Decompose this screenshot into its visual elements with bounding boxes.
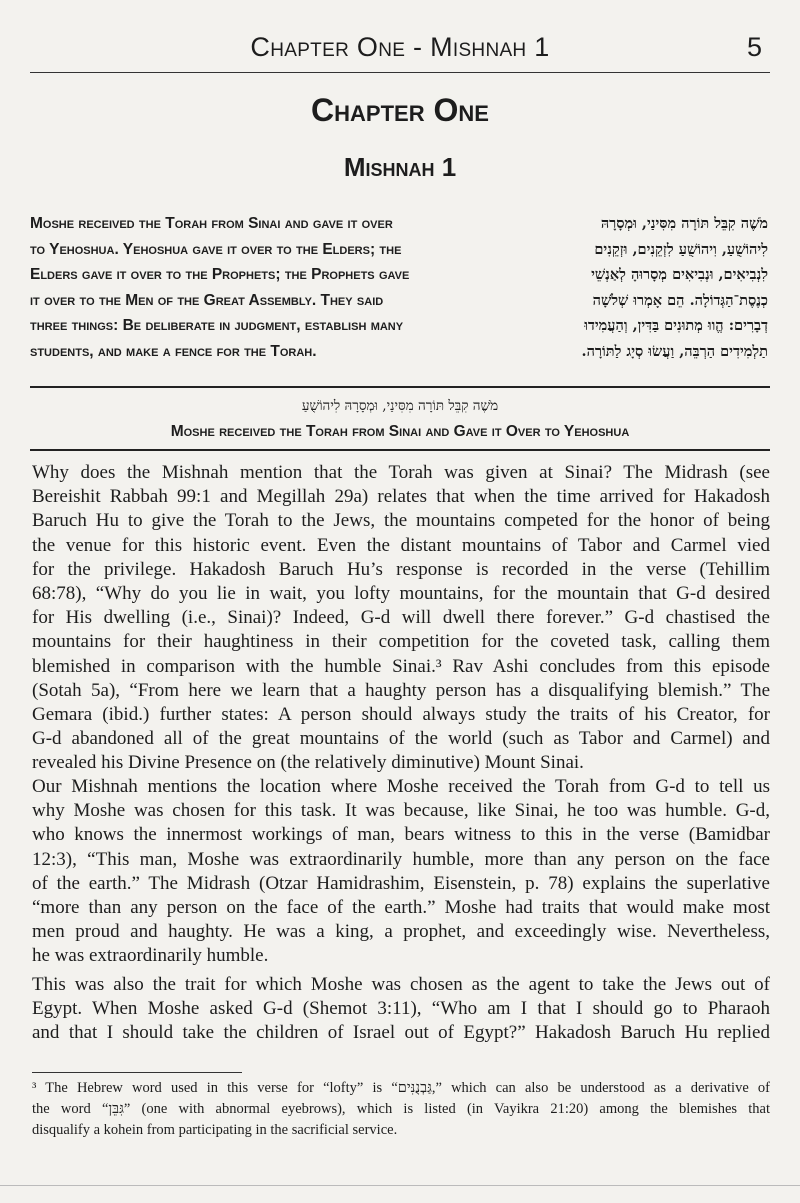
mishnah-hebrew-line: תַלְמִידִים הַרְבֵּה, וַעֲשׂוּ סְיָג לַתּוֹרָה.	[581, 342, 768, 360]
footnote-line: ³ The Hebrew word used in this verse for “lofty” is “גַּבְנֻנִּים,” which can also be understood as a derivative of	[32, 1080, 770, 1096]
section-divider-bottom	[30, 449, 770, 451]
text-line: revealed his Divine Presence on (the relatively diminutive) Mount Sinai.	[32, 752, 584, 774]
text-line: who knows the innermost workings of man, bears witness to this in the verse (Bamidbar	[32, 824, 770, 846]
paragraph-3	[32, 973, 770, 1046]
text-line: Gemara (ibid.) further states: A person should always study the traits of his Creator, for	[32, 704, 770, 726]
text-line: and that I should take the children of Israel out of Egypt?” Hakadosh Baruch Hu replied	[32, 1022, 770, 1044]
section-title: Moshe received the Torah from Sinai and Gave it Over to Yehoshua	[170, 423, 630, 440]
mishnah-hebrew-line: לִנְבִיאִים, וּנְבִיאִים מְסָרוּהָ לְאַנְשֵׁי	[591, 266, 768, 283]
text-line: Egypt. When Moshe asked G-d (Shemot 3:11), “Who am I that I should go to Pharaoh	[32, 998, 770, 1020]
mishnah-english-line: it over to the Men of the Great Assembly. They said	[30, 291, 384, 309]
page-header	[30, 28, 770, 73]
text-line: mountains for their haughtiness in their competition for the coveted task, calling them	[32, 631, 770, 653]
mishnah-hebrew-line: לִיהוֹשֻׁעַ, וִיהוֹשֻׁעַ לִזְקֵנִים, וּזְקֵנִים	[594, 240, 768, 258]
text-line: 68:78), “Why do you lie in wait, you lofty mountains, for the mountain that G-d desired	[32, 583, 770, 605]
text-line: Baruch Hu to give the Torah to the Jews, the mountains competed for the honor of being	[32, 510, 770, 532]
page-edge-line	[0, 1185, 800, 1186]
text-line: blemished in comparison with the humble Sinai.³ Rav Ashi concludes from this episode	[32, 655, 770, 677]
mishnah-english-line: students, and make a fence for the Torah.	[30, 342, 317, 360]
footnote-line: disqualify a kohein from participating in the sacrificial service.	[32, 1122, 398, 1138]
text-line: G-d abandoned all of the great mountains of the world (such as Tabor and Carmel) and	[32, 728, 770, 750]
text-line: of the earth.” The Midrash (Otzar Hamidrashim, Eisenstein, p. 78) explains the superlative	[32, 872, 770, 894]
text-line: the venue for this historic event. Even the distant mountains of Tabor and Carmel vied	[32, 534, 770, 556]
text-line: (Sotah 5a), “From here we learn that a haughty person has a disqualifying blemish.” The	[32, 679, 770, 701]
mishnah-hebrew-text	[508, 211, 768, 364]
text-line: “more than any person on the face of the earth.” Moshe had traits that would make most	[32, 897, 770, 919]
mishnah-hebrew-line: כְנֶסֶת־הַגְּדוֹלָה. הֵם אָמְרוּ שְׁלֹשָׁה	[592, 291, 768, 309]
mishnah-hebrew-line: דְבָרִים: הֱווּ מְתוּנִים בַּדִּין, וְהַעֲמִידוּ	[584, 317, 768, 334]
footnote-3	[32, 1078, 770, 1141]
text-line: men proud and haughty. He was a king, a prophet, and exceedingly wise. Nevertheless,	[32, 921, 770, 943]
section-hebrew-heading: מֹשֶׁה קִבֵּל תּוֹרָה מִסִּינַי, וּמְסָרָהּ לִיהוֹשֻׁעַ	[301, 398, 499, 414]
text-line: Our Mishnah mentions the location where Moshe received the Torah from G-d to tell us	[32, 776, 770, 797]
footnote-divider	[32, 1072, 242, 1073]
text-line: why Moshe was chosen for this task. It was because, like Sinai, he too was humble. G-d,	[32, 800, 770, 822]
section-divider-top	[30, 386, 770, 388]
paragraph-2	[32, 775, 770, 969]
mishnah-english-text	[30, 211, 485, 364]
text-line: Why does the Mishnah mention that the Torah was given at Sinai? The Midrash (see	[32, 462, 770, 483]
mishnah-english-line: three things: Be deliberate in judgment, establish many	[30, 317, 404, 334]
text-line: Bereishit Rabbah 99:1 and Megillah 29a) relates that when the time arrived for Hakadosh	[32, 486, 770, 508]
text-line: This was also the trait for which Moshe was chosen as the agent to take the Jews out of	[32, 974, 770, 995]
paragraph-1	[32, 461, 770, 776]
page-number: 5	[746, 32, 762, 62]
mishnah-hebrew-line: מֹשֶׁה קִבֵּל תּוֹרָה מִסִּינַי, וּמְסָרָהּ	[600, 215, 768, 232]
mishnah-title: Mishnah 1	[343, 152, 457, 182]
text-line: for the privilege. Hakadosh Baruch Hu’s response is recorded in the verse (Tehillim	[32, 558, 770, 580]
text-line: for His dwelling (i.e., Sinai)? Indeed, G-d will dwell there forever.” G-d chastised the	[32, 607, 770, 629]
chapter-title: Chapter One	[311, 92, 489, 128]
footnote-line: the word “גִּבֵּן” (one with abnormal eyebrows), which is listed (in Vayikra 21:20) among the blemishes that	[32, 1101, 770, 1117]
mishnah-english-line: to Yehoshua. Yehoshua gave it over to the Elders; the	[30, 240, 402, 258]
mishnah-english-line: Moshe received the Torah from Sinai and gave it over	[30, 215, 393, 232]
mishnah-english-line: Elders gave it over to the Prophets; the Prophets gave	[30, 266, 410, 283]
running-title: Chapter One - Mishnah 1	[250, 32, 550, 62]
text-line: he was extraordinarily humble.	[32, 945, 269, 967]
text-line: 12:3), “This man, Moshe was extraordinarily humble, more than any person on the face	[32, 848, 770, 870]
